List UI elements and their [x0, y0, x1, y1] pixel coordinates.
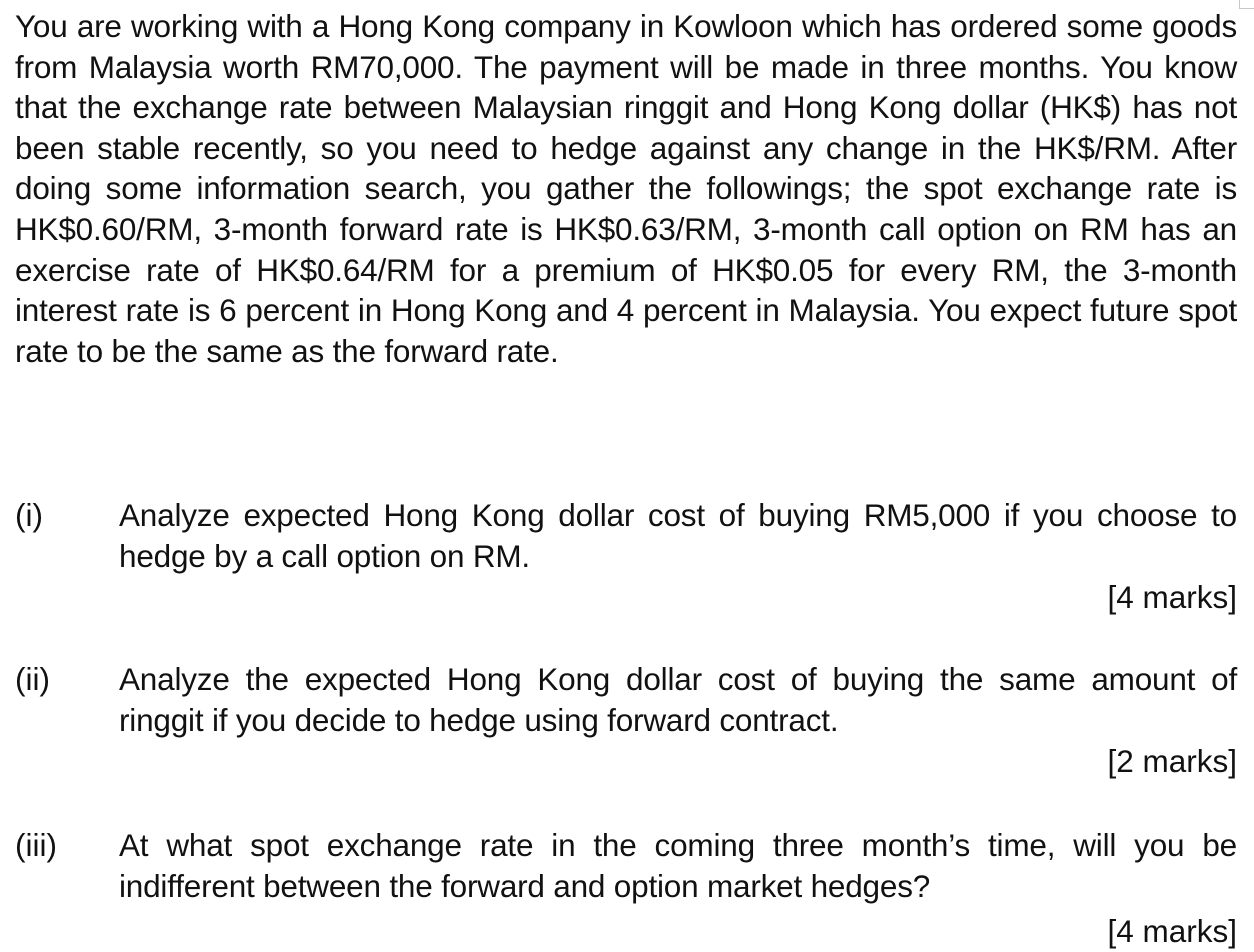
question-number: (iii)	[15, 827, 57, 863]
question-number: (i)	[15, 497, 43, 533]
question-marks: [4 marks]	[1107, 579, 1237, 615]
problem-statement: You are working with a Hong Kong company in Kowloon which has ordered some goods from Malaysia worth RM70,000. The payment will be made in three months. You know that the exchange rate between Malaysian ringgit and Hong Kong dollar (HK$) has not been stable recently, so you need to hedge against any change in the HK$/RM. After doing some information search, you gather the followings; the spot exchange rate is HK$0.60/RM, 3-month forward rate is HK$0.63/RM, 3-month call option on RM has an exercise rate of HK$0.64/RM for a premium of HK$0.05 for every RM, the 3-month interest rate is 6 percent in Hong Kong and 4 percent in Malaysia. You expect future spot rate to be the same as the forward rate.	[15, 8, 1237, 369]
page-corner-marker	[1239, 0, 1254, 9]
question-number: (ii)	[15, 661, 50, 697]
question-text: Analyze expected Hong Kong dollar cost of buying RM5,000 if you choose to hedge by a call option on RM.	[119, 497, 1237, 574]
question-text: Analyze the expected Hong Kong dollar cost of buying the same amount of ringgit if you decide to hedge using forward contract.	[119, 661, 1237, 738]
question-marks: [4 marks]	[1107, 913, 1237, 949]
question-text: At what spot exchange rate in the coming three month’s time, will you be indifferent between the forward and option market hedges?	[119, 827, 1237, 904]
question-marks: [2 marks]	[1107, 743, 1237, 779]
